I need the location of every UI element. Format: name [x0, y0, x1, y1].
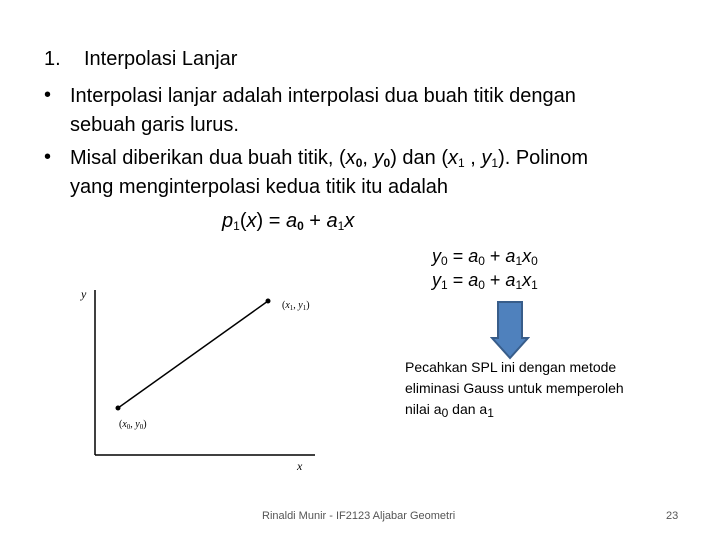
point-0: [116, 406, 121, 411]
interpolation-line: [118, 301, 268, 408]
slide-title: [44, 48, 237, 71]
title-number: 1.: [44, 48, 61, 70]
polynomial-formula: $p_1(x) = a_0 + a_1x$: [222, 210, 355, 233]
note-line-1: Pecahkan SPL ini dengan metode: [405, 359, 617, 375]
point-1-label: ($x_1$, $y_1$): [282, 300, 310, 312]
point-0-label: ($x_0$, $y_0$): [119, 419, 147, 431]
note-line-2: eliminasi Gauss untuk memperoleh: [405, 380, 624, 396]
bullet-1-line-2: sebuah garis lurus.: [70, 114, 239, 136]
down-arrow-icon: [490, 300, 530, 360]
bullet-2-line-2: yang menginterpolasi kedua titik itu adalah: [70, 176, 449, 198]
bullet-1-line-1: Interpolasi lanjar adalah interpolasi dua buah titik dengan: [70, 85, 576, 107]
point-1: [266, 299, 271, 304]
bullet-dot: •: [44, 84, 52, 106]
bullet-2-line-1: Misal diberikan dua buah titik, ($x_0$, $y_0$) dan ($x_1$ , $y_1$). Polinom: [70, 147, 589, 170]
instruction-note: [405, 357, 705, 424]
bullet-dot: •: [44, 146, 52, 168]
note-line-3: nilai $a_0$ dan $a_1$: [405, 401, 494, 420]
equation-2: $y_1 = a_0 + a_1x_1$: [432, 270, 538, 292]
slide-footer: Rinaldi Munir - IF2123 Aljabar Geometri: [262, 510, 456, 522]
equation-1: $y_0 = a_0 + a_1x_0$: [432, 246, 538, 268]
interpolation-diagram: [75, 280, 345, 480]
y-axis-label: y: [81, 287, 87, 301]
title-text: Interpolasi Lanjar: [84, 48, 238, 70]
page-number: 23: [666, 510, 679, 522]
x-axis-label: x: [297, 459, 303, 473]
